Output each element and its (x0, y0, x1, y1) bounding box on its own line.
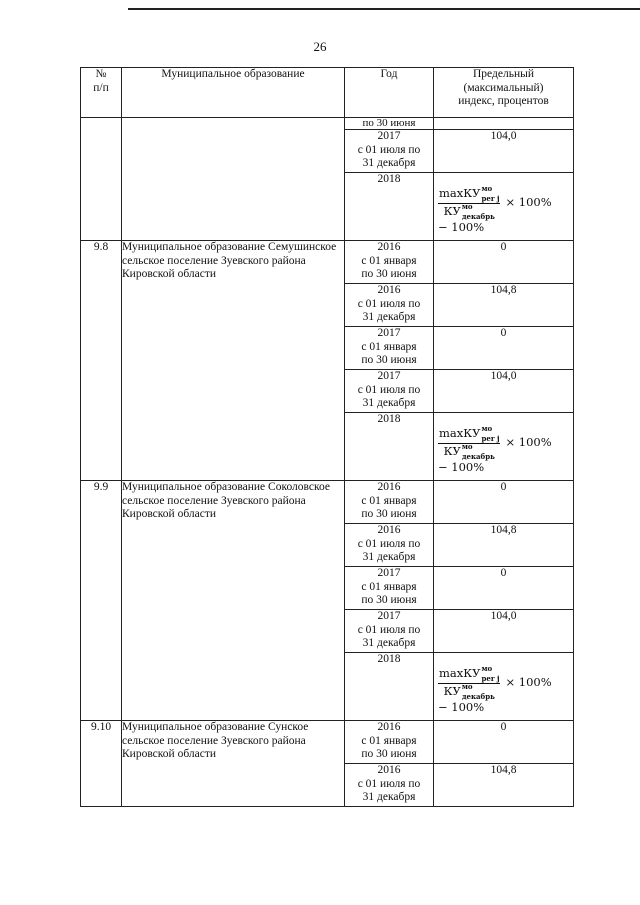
index-formula (434, 413, 573, 475)
formula-numerator: maxКУ мо per j (439, 184, 500, 203)
top-rule (128, 8, 640, 10)
formula-multiplier: × 100% (505, 675, 552, 690)
max-index-cell: 104,0 (434, 610, 574, 653)
period-cell: 2017 с 01 июля по 31 декабря (345, 130, 434, 173)
max-index-cell: 104,8 (434, 284, 574, 327)
max-index-cell: 0 (434, 567, 574, 610)
period-cell: 2016 с 01 июля по 31 декабря (345, 764, 434, 807)
max-index-cell: 0 (434, 481, 574, 524)
period-cell: 2016 с 01 июля по 31 декабря (345, 284, 434, 327)
header-max-index: Предельный (максимальный) индекс, процентов (434, 68, 574, 118)
period-cell: 2016 с 01 января по 30 июня (345, 481, 434, 524)
period-cell: 2016 с 01 июля по 31 декабря (345, 524, 434, 567)
index-formula (434, 173, 573, 235)
table-row (81, 241, 574, 284)
formula-fraction (438, 184, 500, 221)
period-cell: 2016 с 01 января по 30 июня (345, 721, 434, 764)
table-row (81, 481, 574, 524)
tariff-index-table (80, 67, 574, 807)
period-cell: 2018 (345, 413, 434, 481)
max-index-cell: 0 (434, 721, 574, 764)
period-cell: 2017 с 01 июля по 31 декабря (345, 370, 434, 413)
formula-minus: − 100% (438, 700, 485, 714)
period-cell: 2018 (345, 173, 434, 241)
period-cell: 2017 с 01 января по 30 июня (345, 567, 434, 610)
formula-numerator: maxКУ мо per j (439, 664, 500, 683)
max-index-cell (434, 118, 574, 130)
row-number-cell: 9.8 (81, 241, 122, 481)
municipality-cell: Муниципальное образование Соколовское сельское поселение Зуевского района Кировской области (122, 481, 345, 721)
period-cell: 2016 с 01 января по 30 июня (345, 241, 434, 284)
row-number-cell: 9.9 (81, 481, 122, 721)
formula-denominator: КУ мо декабрь (443, 442, 495, 461)
period-cell: 2017 с 01 июля по 31 декабря (345, 610, 434, 653)
max-index-cell (434, 653, 574, 721)
municipality-cell: Муниципальное образование Сунское сельское поселение Зуевского района Кировской области (122, 721, 345, 807)
formula-minus: − 100% (438, 220, 485, 234)
table-header-row (81, 68, 574, 118)
max-index-cell (434, 413, 574, 481)
formula-multiplier: × 100% (505, 435, 552, 450)
municipality-cell: Муниципальное образование Семушинское сельское поселение Зуевского района Кировской области (122, 241, 345, 481)
header-year: Год (345, 68, 434, 118)
period-cell: 2017 с 01 января по 30 июня (345, 327, 434, 370)
max-index-cell (434, 173, 574, 241)
header-municipality: Муниципальное образование (122, 68, 345, 118)
period-cell: по 30 июня (345, 118, 434, 130)
max-index-cell: 0 (434, 327, 574, 370)
table-row (81, 118, 574, 130)
formula-denominator: КУ мо декабрь (443, 682, 495, 701)
max-index-cell: 104,8 (434, 764, 574, 807)
formula-numerator: maxКУ мо per j (439, 424, 500, 443)
max-index-cell: 104,0 (434, 370, 574, 413)
formula-multiplier: × 100% (505, 195, 552, 210)
formula-minus: − 100% (438, 460, 485, 474)
max-index-cell: 0 (434, 241, 574, 284)
page-number: 26 (313, 39, 327, 54)
period-cell: 2018 (345, 653, 434, 721)
row-number-cell (81, 118, 122, 241)
formula-fraction (438, 664, 500, 701)
table-row (81, 721, 574, 764)
municipality-cell (122, 118, 345, 241)
formula-fraction (438, 424, 500, 461)
header-num: № п/п (81, 68, 122, 118)
max-index-cell: 104,0 (434, 130, 574, 173)
index-formula (434, 653, 573, 715)
row-number-cell: 9.10 (81, 721, 122, 807)
max-index-cell: 104,8 (434, 524, 574, 567)
formula-denominator: КУ мо декабрь (443, 202, 495, 221)
